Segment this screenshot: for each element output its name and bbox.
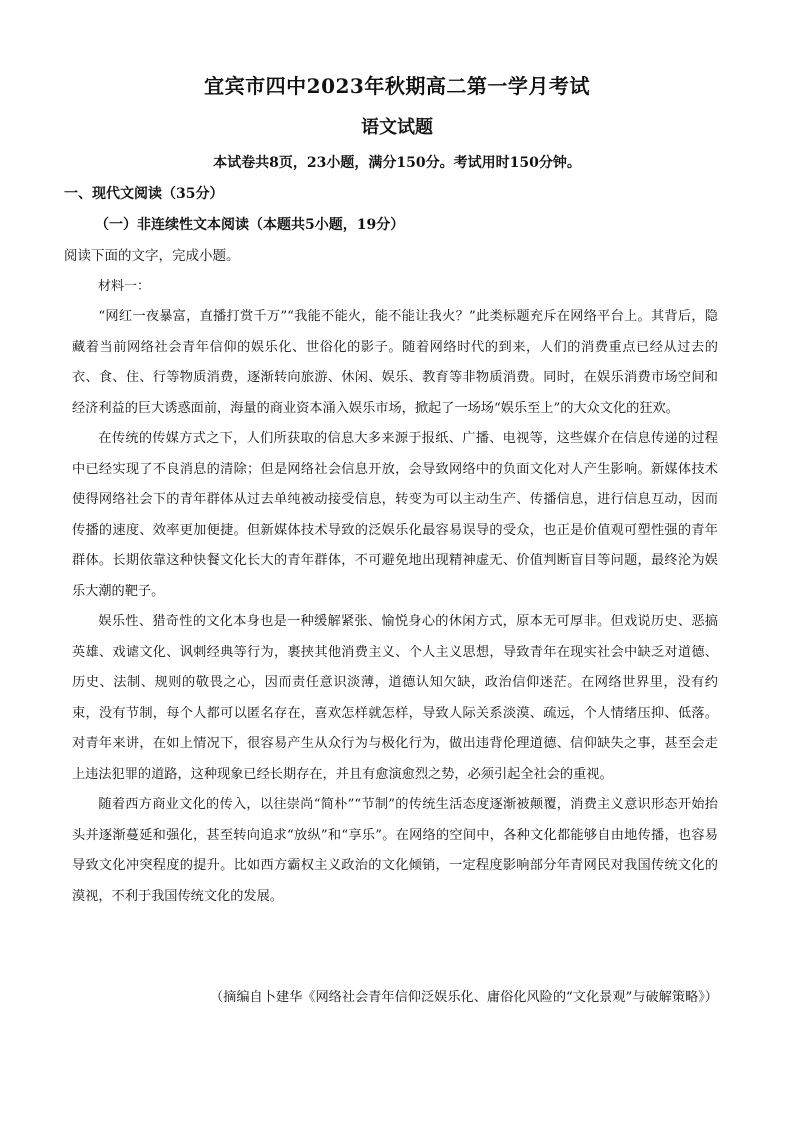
article-paragraph-4: 随着西方商业文化的传入，以往崇尚“简朴”“节制”的传统生活态度逐渐被颠覆，消费主义意识形态开始抬头并逐渐蔓延和强化，甚至转向追求“放纵”和“享乐”。在网络的空间中，各种文化都能够自由地传播，也容易导致文化冲突程度的提升。比如西方霸权主义政治的文化倾销，一定程度影响部分年青网民对我国传统文化的漠视，不利于我国传统文化的发展。 (72, 797, 718, 904)
article-source-citation: （摘编自卜建华《网络社会青年信仰泛娱乐化、庸俗化风险的“文化景观”与破解策略》） (209, 990, 718, 1005)
exam-title: 宜宾市四中2023年秋期高二第一学月考试 (204, 74, 590, 98)
article-paragraph-3: 娱乐性、猎奇性的文化本身也是一种缓解紧张、愉悦身心的休闲方式，原本无可厚非。但戏说历史、恶搞英雄、戏谑文化、讽刺经典等行为，裹挟其他消费主义、个人主义思想，导致青年在现实社会中缺乏对道德、历史、法制、规则的敬畏之心，因而责任意识淡薄，道德认知欠缺，政治信仰迷茫。在网络世界里，没有约束，没有节制，每个人都可以匿名存在，喜欢怎样就怎样，导致人际关系淡漠、疏远，个人情绪压抑、低落。对青年来讲，在如上情况下，很容易产生从众行为与极化行为，做出违背伦理道德、信仰缺失之事，甚至会走上违法犯罪的道路，这种现象已经长期存在，并且有愈演愈烈之势，必须引起全社会的重视。 (72, 614, 718, 782)
article-paragraph-2: 在传统的传媒方式之下，人们所获取的信息大多来源于报纸、广播、电视等，这些媒介在信息传递的过程中已经实现了不良消息的清除；但是网络社会信息开放，会导致网络中的负面文化对人产生影响。新媒体技术使得网络社会下的青年群体从过去单纯被动接受信息，转变为可以主动生产、传播信息，进行信息互动，因而传播的速度、效率更加便捷。但新媒体技术导致的泛娱乐化最容易误导的受众，也正是价值观可塑性强的青年群体。长期依靠这种快餐文化长大的青年群体，不可避免地出现精神虚无、价值判断盲目等问题，最终沦为娱乐大潮的靶子。 (72, 431, 718, 599)
exam-subtitle: 语文试题 (361, 117, 433, 138)
exam-info: 本试卷共8页，23小题，满分150分。考试用时150分钟。 (213, 155, 581, 171)
sub-section-heading: （一）非连续性文本阅读（本题共5小题，19分） (95, 217, 405, 233)
reading-instruction: 阅读下面的文字，完成小题。 (64, 248, 240, 264)
material-label: 材料一： (98, 279, 151, 294)
section-heading: 一、现代文阅读（35分） (64, 186, 224, 202)
article-body (72, 302, 718, 912)
article-paragraph-1: “网红一夜暴富，直播打赏千万”“我能不能火，能不能让我火？”此类标题充斥在网络平台上。其背后，隐藏着当前网络社会青年信仰的娱乐化、世俗化的影子。随着网络时代的到来，人们的消费重点已经从过去的衣、食、住、行等物质消费，逐渐转向旅游、休闲、娱乐、教育等非物质消费。同时，在娱乐消费市场空间和经济利益的巨大诱惑面前，海量的商业资本涌入娱乐市场，掀起了一场场“娱乐至上”的大众文化的狂欢。 (72, 309, 718, 416)
